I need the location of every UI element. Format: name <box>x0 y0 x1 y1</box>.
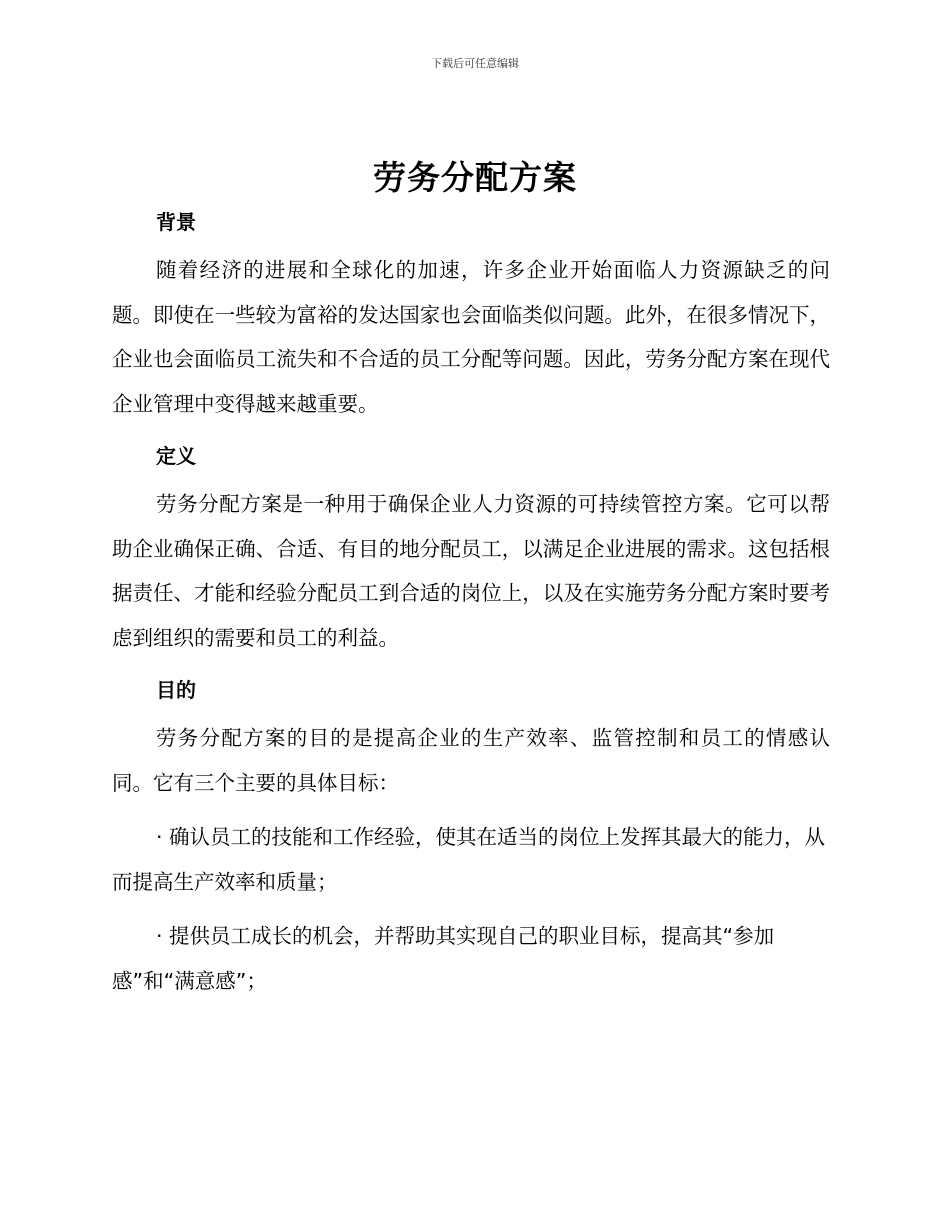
paragraph-background: 随着经济的进展和全球化的加速，许多企业开始面临人力资源缺乏的问题。即使在一些较为富裕的发达国家也会面临类似问题。此外，在很多情况下，企业也会面临员工流失和不合适的员工分配等问题。因此，劳务分配方案在现代企业管理中变得越来越重要。 <box>112 258 830 416</box>
section-heading-purpose: 目的 <box>156 678 196 702</box>
document-title: 劳务分配方案 <box>373 158 577 197</box>
section-heading-background: 背景 <box>156 210 196 234</box>
section-heading-definition: 定义 <box>156 444 196 468</box>
page-header-note: 下载后可任意编辑 <box>431 57 519 70</box>
paragraph-purpose: 劳务分配方案的目的是提高企业的生产效率、监管控制和员工的情感认同。它有三个主要的具体目标： <box>112 726 830 795</box>
paragraph-definition: 劳务分配方案是一种用于确保企业人力资源的可持续管控方案。它可以帮助企业确保正确、合适、有目的地分配员工，以满足企业进展的需求。这包括根据责任、才能和经验分配员工到合适的岗位上，以及在实施劳务分配方案时要考虑到组织的需要和员工的利益。 <box>112 492 830 650</box>
document-body <box>112 202 830 1013</box>
list-item: · 提供员工成长的机会，并帮助其实现自己的职业目标，提高其“参加感”和“满意感”； <box>112 924 775 993</box>
list-item: · 确认员工的技能和工作经验，使其在适当的岗位上发挥其最大的能力，从而提高生产效率和质量； <box>112 825 826 894</box>
